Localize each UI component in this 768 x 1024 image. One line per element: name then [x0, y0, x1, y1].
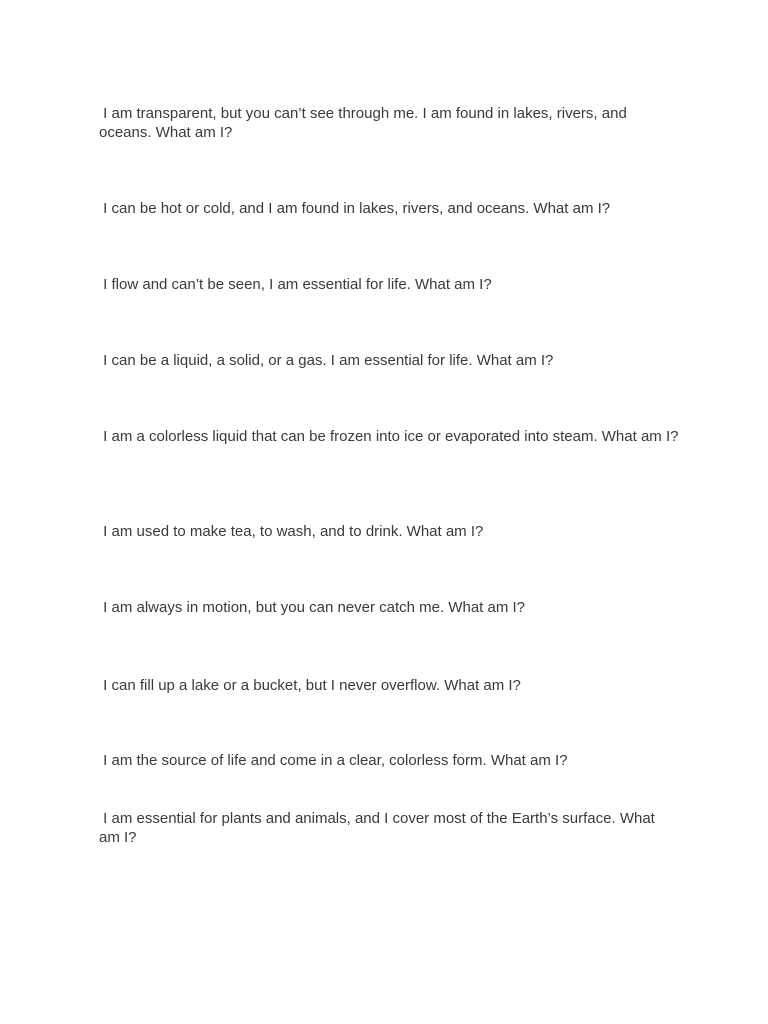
riddle-8: I can fill up a lake or a bucket, but I never overflow. What am I? [99, 677, 521, 694]
riddle-10: I am essential for plants and animals, and I cover most of the Earth’s surface. What am I? [99, 810, 659, 846]
riddle-9: I am the source of life and come in a clear, colorless form. What am I? [99, 752, 568, 769]
riddle-1: I am transparent, but you can’t see through me. I am found in lakes, rivers, and oceans. What am I? [99, 105, 631, 141]
riddle-2: I can be hot or cold, and I am found in lakes, rivers, and oceans. What am I? [99, 200, 611, 217]
riddle-5: I am a colorless liquid that can be frozen into ice or evaporated into steam. What am I? [99, 428, 679, 445]
riddle-4: I can be a liquid, a solid, or a gas. I am essential for life. What am I? [99, 352, 554, 369]
riddle-6: I am used to make tea, to wash, and to drink. What am I? [99, 523, 484, 540]
riddle-7: I am always in motion, but you can never catch me. What am I? [99, 599, 526, 616]
riddle-3: I flow and can’t be seen, I am essential for life. What am I? [99, 276, 492, 293]
